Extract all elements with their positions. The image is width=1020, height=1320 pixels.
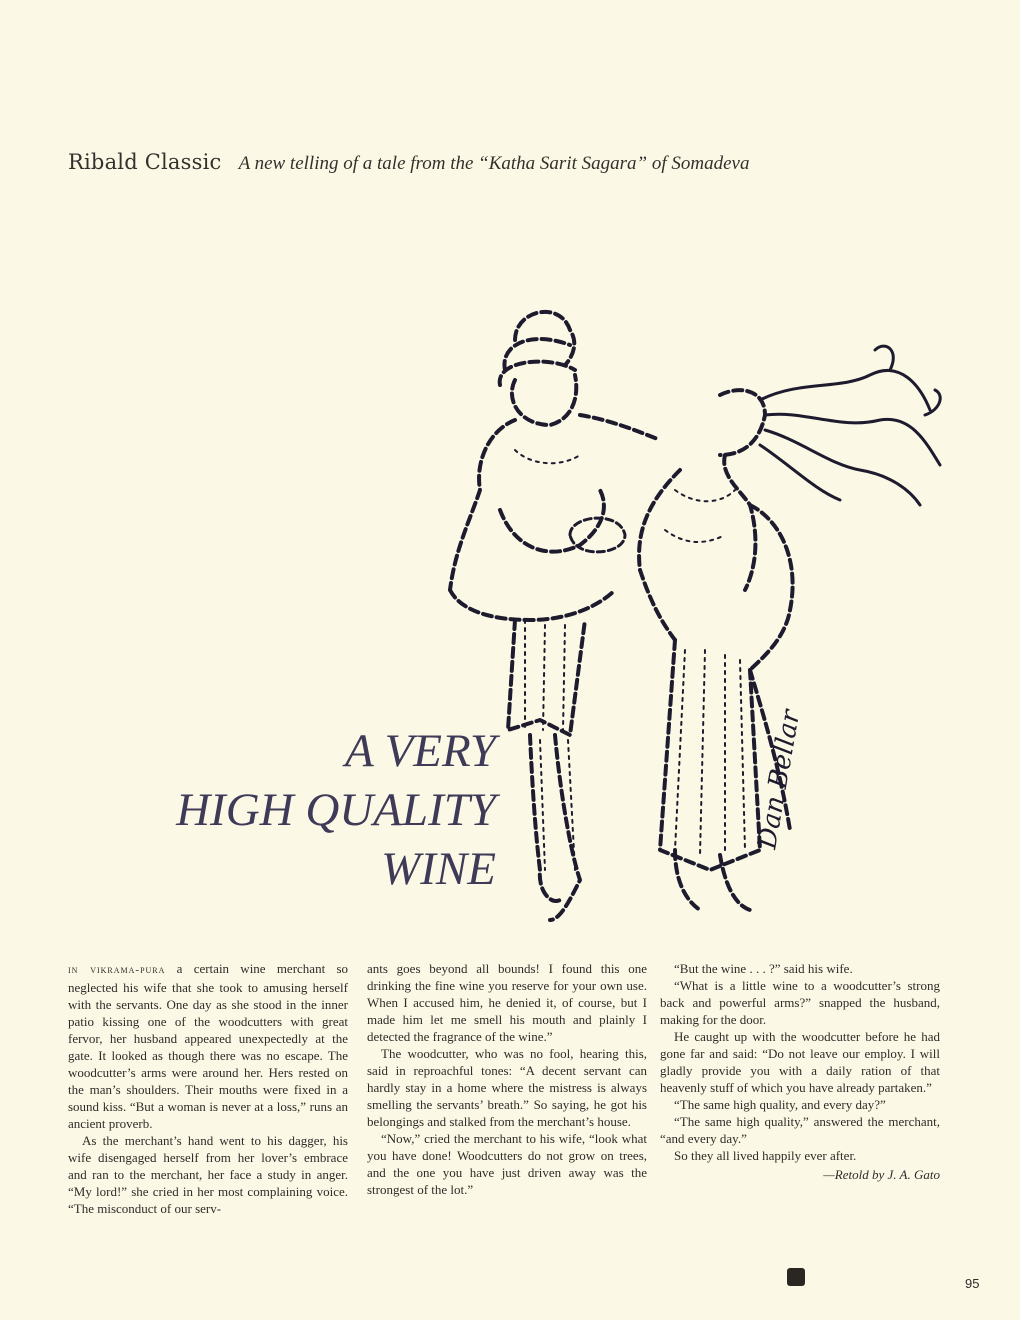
title-line-2: HIGH QUALITY	[176, 784, 496, 836]
title-line-1: A VERY	[344, 725, 496, 777]
flowing-hair	[760, 346, 940, 505]
paragraph-text: a certain wine merchant so neglected his wife that she took to amusing herself with the servants. One day as she stood in the inner patio kissing one of the woodcutters with great fervor, her husband appeared unexpectedly at the gate. It looked as though there was no escape. The woodcutter’s arms were around her. Hers rested on the man’s shoulders. Their mouths were fixed in a sound kiss. “But a woman is never at a loss,” runs an ancient proverb.	[68, 961, 348, 1131]
page-number: 95	[965, 1276, 980, 1291]
paragraph: “But the wine . . . ?” said his wife.	[674, 961, 853, 976]
paragraph: “Now,” cried the merchant to his wife, “look what you have done! Woodcutters do not grow on trees, and the one you have just driven away was the strongest of the lot.”	[367, 1131, 647, 1197]
story-title	[176, 722, 496, 899]
lead-in: in vikrama-pura	[68, 964, 166, 976]
author-credit	[660, 1166, 940, 1183]
end-mark-icon	[787, 1268, 805, 1286]
paragraph: “What is a little wine to a woodcutter’s strong back and powerful arms?” snapped the husband, making for the door.	[660, 978, 940, 1027]
article-column-1	[68, 960, 348, 1217]
paragraph	[68, 960, 348, 1132]
paragraph: So they all lived happily ever after.	[674, 1148, 857, 1163]
couple-illustration	[420, 290, 960, 940]
paragraph: ants goes beyond all bounds! I found this one drinking the fine wine you reserve for your own use. When I accused him, he denied it, of course, but I made him let me smell his mouth and plainly I detected the fragrance of the wine.”	[367, 961, 647, 1044]
paragraph: “The same high quality, and every day?”	[674, 1097, 886, 1112]
paragraph: As the merchant’s hand went to his dagger, his wife disengaged herself from her lover’s embrace and ran to the merchant, her face a study in anger. “My lord!” she cried in her most complaining voice. “The misconduct of our serv-	[68, 1133, 348, 1216]
title-line-3: WINE	[381, 843, 496, 895]
article-column-2	[367, 960, 647, 1198]
department-header	[68, 150, 968, 175]
department-subtitle: A new telling of a tale from the “Katha Sarit Sagara” of Somadeva	[238, 153, 750, 174]
paragraph: He caught up with the woodcutter before he had gone far and said: “Do not leave our employ. I will gladly provide you with a daily ration of that heavenly stuff of which you have already partaken.”	[660, 1029, 940, 1095]
paragraph: “The same high quality,” answered the merchant, “and every day.”	[660, 1114, 940, 1146]
author-credit-text: —Retold by J. A. Gato	[823, 1167, 940, 1182]
department-title: Ribald Classic	[68, 150, 222, 174]
article-column-3	[660, 960, 940, 1183]
artist-signature: Dan Bellar	[752, 707, 807, 852]
paragraph: The woodcutter, who was no fool, hearing this, said in reproachful tones: “A decent servant can hardly stay in a home where the mistress is always smelling the servants’ breath.” So saying, he got his belongings and stalked from the merchant’s house.	[367, 1046, 647, 1129]
